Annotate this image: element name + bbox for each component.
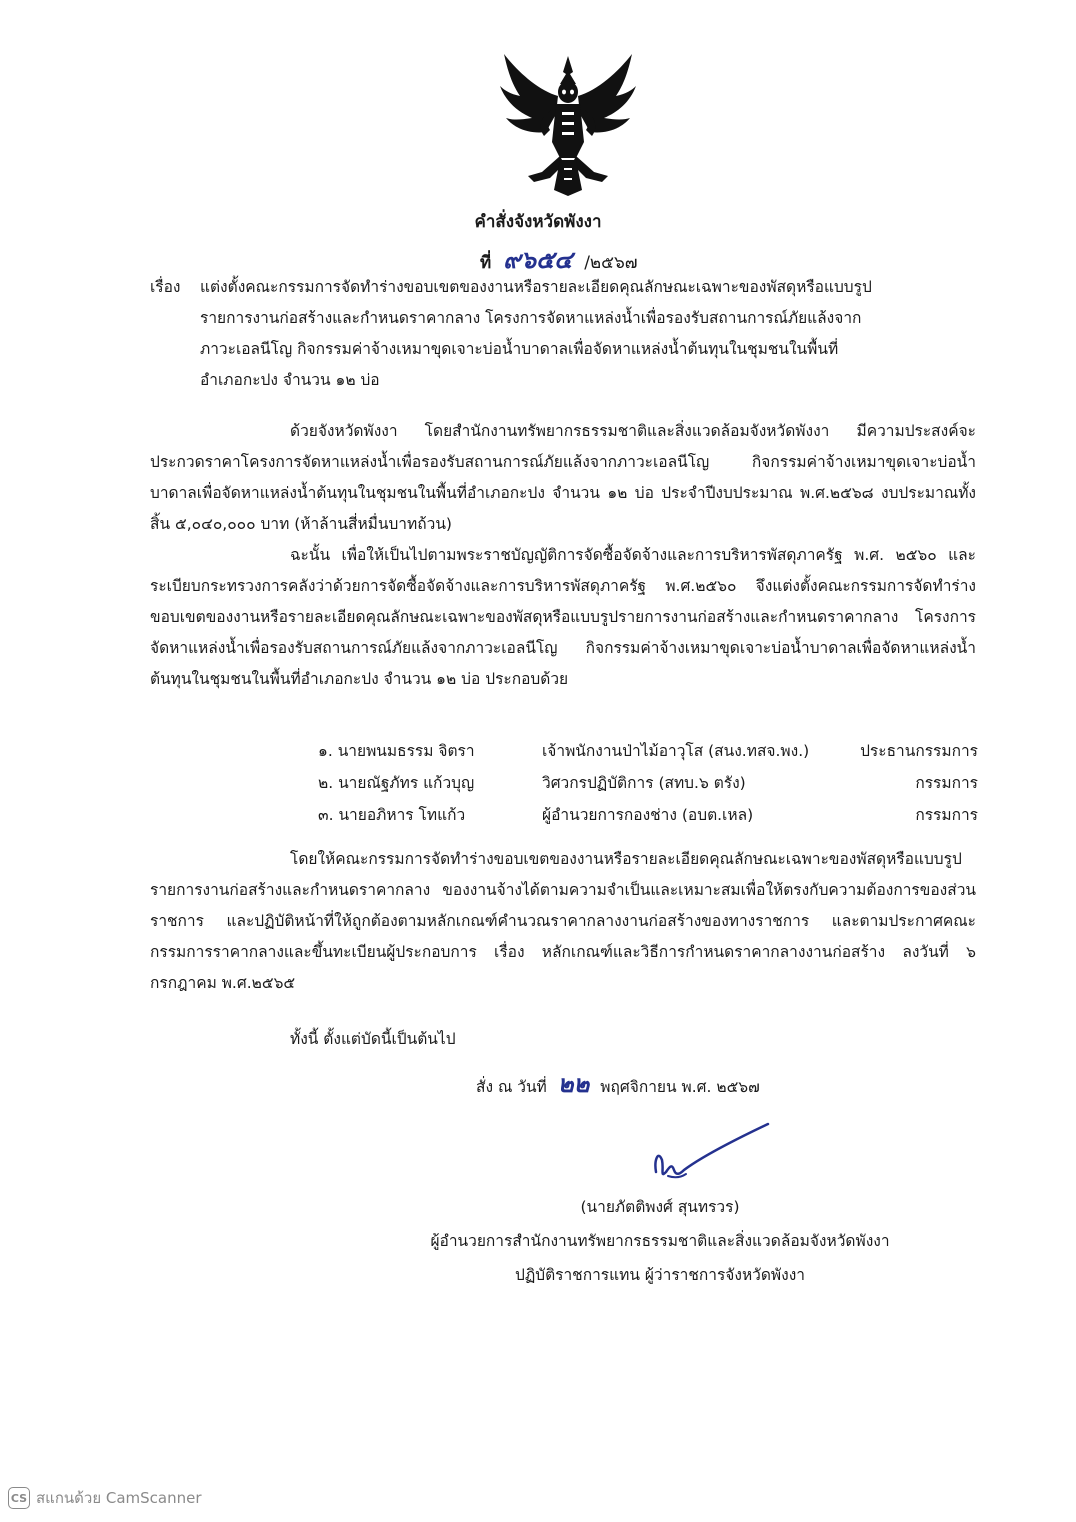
committee-member xyxy=(318,799,978,831)
committee-members xyxy=(318,735,978,831)
committee-member xyxy=(318,735,978,767)
handwritten-day: ๒๒ xyxy=(557,1070,590,1098)
subject-line: แต่งตั้งคณะกรรมการจัดทำร่างขอบเขตของงานหรือรายละเอียดคุณลักษณะเฉพาะของพัสดุหรือแบบรูป xyxy=(200,278,872,296)
committee-member xyxy=(318,767,978,799)
paragraph-duties: โดยให้คณะกรรมการจัดทำร่างขอบเขตของงานหรือรายละเอียดคุณลักษณะเฉพาะของพัสดุหรือแบบรูปรายการงานก่อสร้างและกำหนดราคากลาง ของงานจ้างได้ตามความจำเป็นและเหมาะสมเพื่อให้ตรงกับความต้องการของส่วนราชการ และปฏิบัติหน้าที่ให้ถูกต้องตามหลักเกณฑ์คำนวณราคากลางงานก่อสร้างของทางราชการ และตามประกาศคณะกรรมการราคากลางและขึ้นทะเบียนผู้ประกอบการ เรื่อง หลักเกณฑ์และวิธีการกำหนดราคากลางงานก่อสร้าง ลงวันที่ ๖ กรกฎาคม พ.ศ.๒๕๖๕ xyxy=(150,850,976,992)
handwritten-order-number: ๙๖๕๔ xyxy=(503,246,573,274)
subject-line: อำเภอกะปง จำนวน ๑๒ บ่อ xyxy=(200,371,380,389)
handwritten-signature xyxy=(640,1120,780,1190)
member-name: ๓. นายอภิหาร โทแก้ว xyxy=(318,806,466,824)
number-prefix: ที่ xyxy=(480,253,492,273)
signatory-title: ผู้อำนวยการสำนักงานทรัพยากรธรรมชาติและสิ่งแวดล้อมจังหวัดพังงา xyxy=(430,1232,890,1250)
member-name: ๑. นายพนมธรรม จิตรา xyxy=(318,742,475,760)
subject-block xyxy=(150,272,990,396)
member-position: วิศวกรปฏิบัติการ (สทบ.๖ ตรัง) xyxy=(542,774,746,792)
camscanner-logo-icon: CS xyxy=(8,1487,30,1509)
member-role: กรรมการ xyxy=(915,774,978,792)
paragraph-appointment: ฉะนั้น เพื่อให้เป็นไปตามพระราชบัญญัติการจัดซื้อจัดจ้างและการบริหารพัสดุภาครัฐ พ.ศ. ๒๕๖๐ และระเบียบกระทรวงการคลังว่าด้วยการจัดซื้อจัดจ้างและการบริหารพัสดุภาครัฐ พ.ศ.๒๕๖๐ จึงแต่งตั้งคณะกรรมการจัดทำร่างขอบเขตของงานหรือรายละเอียดคุณลักษณะเฉพาะของพัสดุหรือแบบรูปรายการงานก่อสร้างและกำหนดราคากลาง โครงการจัดหาแหล่งน้ำเพื่อรองรับสถานการณ์ภัยแล้งจากภาวะเอลนีโญ กิจกรรมค่าจ้างเหมาขุดเจาะบ่อน้ำบาดาลเพื่อจัดหาแหล่งน้ำต้นทุนในชุมชนในพื้นที่อำเภอกะปง จำนวน ๑๒ บ่อ ประกอบด้วย xyxy=(150,546,976,688)
garuda-emblem-icon xyxy=(498,50,638,198)
subject-label: เรื่อง xyxy=(150,278,181,296)
member-role: กรรมการ xyxy=(915,806,978,824)
scanner-watermark-text: สแกนด้วย CamScanner xyxy=(36,1489,202,1507)
paragraph-intro: ด้วยจังหวัดพังงา โดยสำนักงานทรัพยากรธรรมชาติและสิ่งแวดล้อมจังหวัดพังงา มีความประสงค์จะประกวดราคาโครงการจัดหาแหล่งน้ำเพื่อรองรับสถานการณ์ภัยแล้งจากภาวะเอลนีโญ กิจกรรมค่าจ้างเหมาขุดเจาะบ่อน้ำบาดาลเพื่อจัดหาแหล่งน้ำต้นทุนในชุมชนในพื้นที่อำเภอกะปง จำนวน ๑๒ บ่อ ประจำปีงบประมาณ พ.ศ.๒๕๖๘ งบประมาณทั้งสิ้น ๕,๐๔๐,๐๐๐ บาท (ห้าล้านสี่หมื่นบาทถ้วน) xyxy=(150,422,976,533)
effective-statement: ทั้งนี้ ตั้งแต่บัดนี้เป็นต้นไป xyxy=(290,1030,456,1048)
member-name: ๒. นายณัฐภัทร แก้วบุญ xyxy=(318,774,475,792)
order-date xyxy=(476,1064,760,1103)
signatory-acting: ปฏิบัติราชการแทน ผู้ว่าราชการจังหวัดพังงา xyxy=(515,1266,805,1284)
signatory-name: (นายภัตติพงศ์ สุนทรวร) xyxy=(580,1198,740,1216)
scanner-footer xyxy=(8,1486,202,1510)
member-position: เจ้าพนักงานป่าไม้อาวุโส (สนง.ทสจ.พง.) xyxy=(542,742,810,760)
date-rest: พฤศจิกายน พ.ศ. ๒๕๖๗ xyxy=(600,1078,760,1096)
subject-line: รายการงานก่อสร้างและกำหนดราคากลาง โครงการจัดหาแหล่งน้ำเพื่อรองรับสถานการณ์ภัยแล้งจาก xyxy=(200,309,862,327)
order-year: /๒๕๖๗ xyxy=(584,253,638,273)
subject-line: ภาวะเอลนีโญ กิจกรรมค่าจ้างเหมาขุดเจาะบ่อน้ำบาดาลเพื่อจัดหาแหล่งน้ำต้นทุนในชุมชนในพื้นที่ xyxy=(200,340,839,358)
date-prefix: สั่ง ณ วันที่ xyxy=(476,1078,547,1096)
member-position: ผู้อำนวยการกองช่าง (อบต.เหล) xyxy=(542,806,754,824)
order-title: คำสั่งจังหวัดพังงา xyxy=(474,212,602,232)
member-role: ประธานกรรมการ xyxy=(860,742,978,760)
